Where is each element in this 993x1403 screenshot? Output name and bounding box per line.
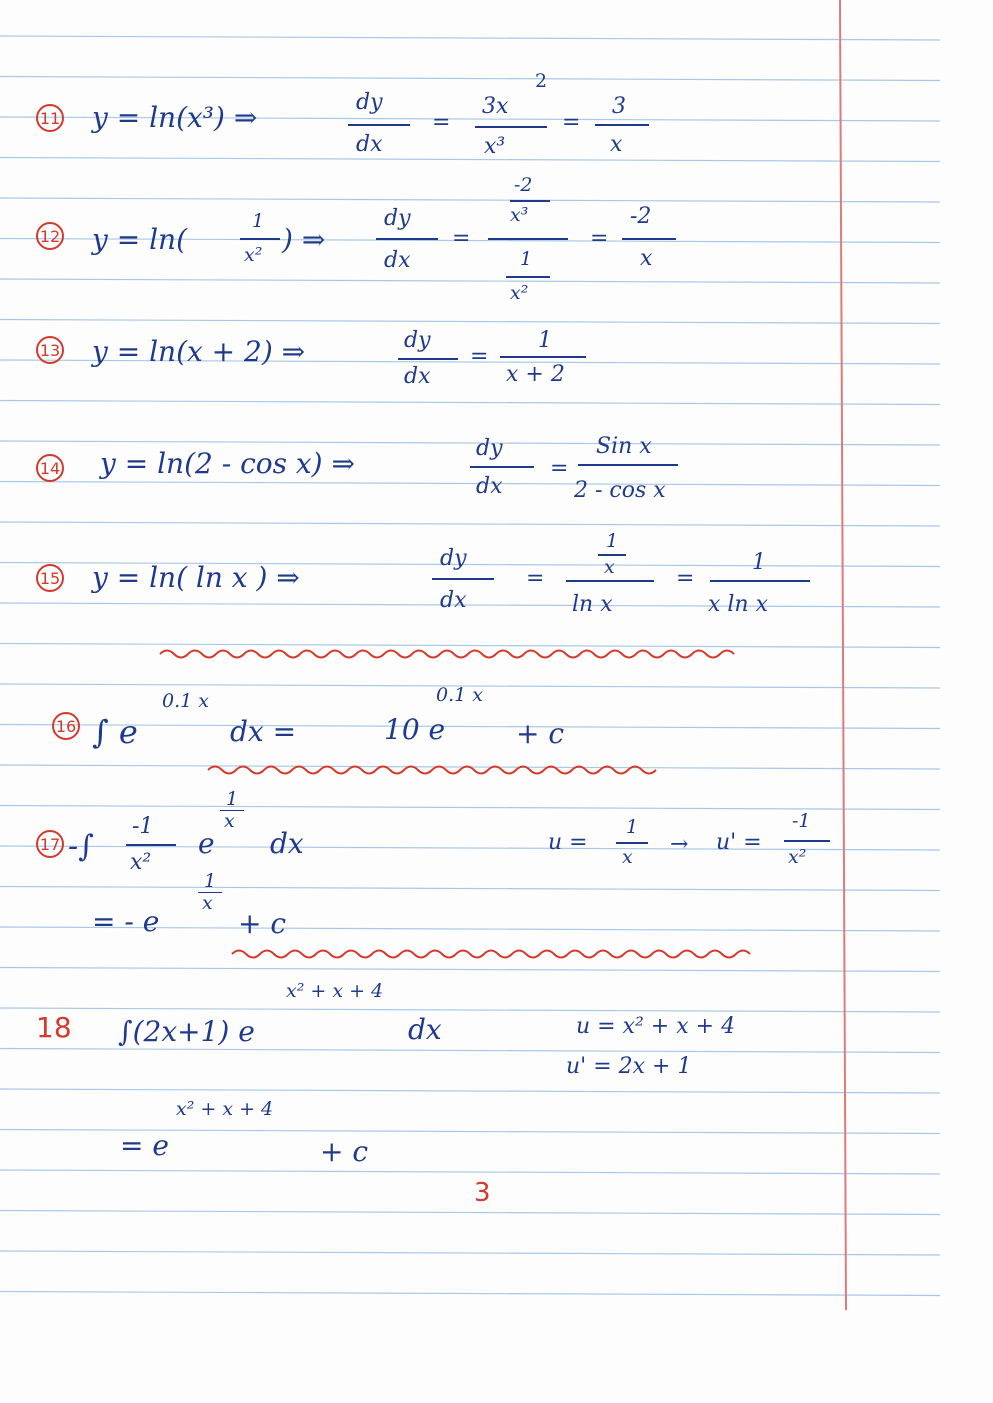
q14-d-den: dx: [476, 474, 503, 499]
rule-line: [0, 158, 940, 162]
q12-inner-bar: [240, 238, 280, 240]
q11-f1-sup: 2: [535, 70, 548, 92]
problem-14-number: 14: [36, 454, 64, 482]
q18-result: = e: [120, 1129, 169, 1162]
q11-f2-den: x: [610, 132, 623, 157]
q16-exp2: 0.1 x: [436, 684, 483, 706]
q14-f1-num: Sin x: [596, 434, 652, 459]
problem-13-number: 13: [36, 336, 64, 364]
problem-11-number: 11: [36, 104, 64, 132]
q14-f1-den: 2 - cos x: [574, 478, 666, 503]
q12-eq2: =: [590, 226, 609, 251]
q13-lhs: y = ln(x + 2) ⇒: [92, 335, 306, 368]
problem-17-number: 17: [36, 830, 64, 858]
q11-d-bar: [348, 124, 410, 126]
rule-line: [0, 36, 940, 40]
rule-line: [0, 279, 940, 283]
q15-d-den: dx: [440, 588, 467, 613]
q18-integral: ∫(2x+1) e: [118, 1015, 255, 1048]
q11-f1-bar: [475, 126, 547, 128]
q14-eq1: =: [550, 456, 569, 481]
q17-sub-u-den: x: [622, 846, 633, 868]
rule-line: [0, 1170, 940, 1174]
q11-f1-num: 3x: [482, 94, 509, 119]
q14-lhs: y = ln(2 - cos x) ⇒: [100, 447, 355, 480]
q12-f2-num: -2: [630, 204, 652, 229]
q13-d-num: dy: [404, 328, 431, 353]
q18-sub2: u' = 2x + 1: [566, 1054, 692, 1079]
q17-sub-u2-den: x²: [788, 846, 807, 868]
q15-f1-den: ln x: [572, 592, 613, 617]
q12-c-bot-num: 1: [520, 248, 533, 270]
q15-f2-num: 1: [752, 550, 766, 575]
q18-res-exp: x² + x + 4: [176, 1098, 274, 1120]
q12-c-bot-den: x²: [510, 282, 529, 304]
q18-exp: x² + x + 4: [286, 980, 384, 1002]
rule-line: [0, 806, 940, 810]
q15-f1-top-num: 1: [606, 530, 619, 552]
q18-res-c: + c: [320, 1135, 369, 1168]
q13-f1-num: 1: [538, 328, 552, 353]
q13-f1-den: x + 2: [506, 362, 565, 387]
q16-integral: ∫ e: [92, 713, 138, 751]
rule-line: [0, 198, 940, 202]
separator-wavy-1: [0, 644, 993, 664]
q17-dx: dx: [270, 827, 304, 860]
q12-f2-den: x: [640, 246, 653, 271]
rule-line: [0, 968, 940, 972]
q12-eq1: =: [452, 226, 471, 251]
q11-eq2: =: [562, 110, 581, 135]
q17-res-exp-num: 1: [204, 870, 217, 892]
rule-line: [0, 482, 940, 486]
q16-exp: 0.1 x: [162, 690, 209, 712]
q12-lhs: y = ln(: [92, 223, 187, 256]
q17-res-exp-den: x: [202, 892, 213, 914]
rule-line: [0, 320, 940, 324]
q17-sub-u2-bar: [784, 840, 830, 842]
q13-d-bar: [398, 358, 458, 360]
separator-wavy-2: [0, 760, 993, 780]
q11-eq1: =: [432, 110, 451, 135]
q12-inner-den: x²: [244, 244, 263, 266]
q17-frac-den: x²: [130, 850, 152, 875]
rule-line: [0, 522, 940, 526]
q17-sub-u2: u' =: [716, 830, 762, 855]
q15-lhs: y = ln( ln x ) ⇒: [92, 561, 300, 594]
q15-f2-bar: [710, 580, 810, 582]
q11-f2-num: 3: [612, 94, 626, 119]
q12-d-num: dy: [384, 206, 411, 231]
q17-e: e: [198, 827, 215, 860]
q14-d-bar: [470, 466, 534, 468]
rule-line: [0, 441, 940, 445]
q18-dx: dx: [408, 1013, 442, 1046]
q17-frac-num: -1: [132, 814, 154, 839]
q16-coef-e: 10 e: [384, 713, 446, 746]
q12-c-top-den: x³: [510, 204, 529, 226]
q15-d-bar: [432, 578, 494, 580]
q11-d-den: dx: [356, 132, 383, 157]
q17-arrow: →: [670, 832, 689, 857]
separator-wavy-3: [0, 944, 993, 964]
q12-d-bar: [376, 238, 438, 240]
q17-res-c: + c: [238, 907, 287, 940]
q11-lhs: y = ln(x³) ⇒: [92, 101, 258, 134]
q11-f2-bar: [595, 124, 649, 126]
problem-16-number: 16: [52, 712, 80, 740]
q17-sub-u2-num: -1: [792, 810, 811, 832]
rule-line: [0, 887, 940, 891]
rule-line: [0, 1089, 940, 1093]
q14-d-num: dy: [476, 436, 503, 461]
q15-eq2: =: [676, 566, 695, 591]
q13-d-den: dx: [404, 364, 431, 389]
rule-line: [0, 1211, 940, 1215]
problem-15-number: 15: [36, 564, 64, 592]
q14-f1-bar: [578, 464, 678, 466]
q17-sub-u-bar: [616, 842, 648, 844]
q11-d-num: dy: [356, 90, 383, 115]
q17-exp-num: 1: [226, 788, 239, 810]
q15-d-num: dy: [440, 546, 467, 571]
q13-eq1: =: [470, 344, 489, 369]
q12-f2-bar: [622, 238, 676, 240]
q16-plus-c: + c: [516, 717, 565, 750]
problem-18-number: 18: [36, 1011, 72, 1044]
rule-line: [0, 1292, 940, 1296]
q18-sub1: u = x² + x + 4: [576, 1014, 736, 1039]
q13-f1-bar: [500, 356, 586, 358]
rule-line: [0, 603, 940, 607]
rule-line: [0, 1008, 940, 1012]
q12-d-den: dx: [384, 248, 411, 273]
rule-line: [0, 1251, 940, 1255]
q11-f1-den: x³: [484, 134, 506, 159]
q12-c-top-bar: [510, 200, 550, 202]
q17-frac-bar: [126, 844, 176, 846]
q17-sub-u-num: 1: [626, 816, 639, 838]
q17-exp-den: x: [224, 810, 235, 832]
q12-c-bot-bar: [506, 276, 550, 278]
q17-sub-u: u =: [548, 830, 588, 855]
rule-line: [0, 725, 940, 729]
rule-line: [0, 401, 940, 405]
q12-inner-num: 1: [252, 210, 265, 232]
q17-result: = - e: [92, 905, 160, 938]
q17-start: -∫: [68, 829, 94, 864]
problem-12-number: 12: [36, 222, 64, 250]
page-number: 3: [474, 1178, 491, 1208]
q15-f2-den: x ln x: [708, 592, 769, 617]
rule-line: [0, 1049, 940, 1053]
rule-line: [0, 77, 940, 81]
q12-c-main-bar: [488, 238, 568, 240]
q15-f1-bar: [566, 580, 654, 582]
q15-f1-top-den: x: [604, 556, 615, 578]
q15-eq1: =: [526, 566, 545, 591]
q16-dx-eq: dx =: [230, 715, 297, 748]
q12-lhs-close: ) ⇒: [282, 223, 326, 256]
q12-c-top-num: -2: [514, 174, 533, 196]
